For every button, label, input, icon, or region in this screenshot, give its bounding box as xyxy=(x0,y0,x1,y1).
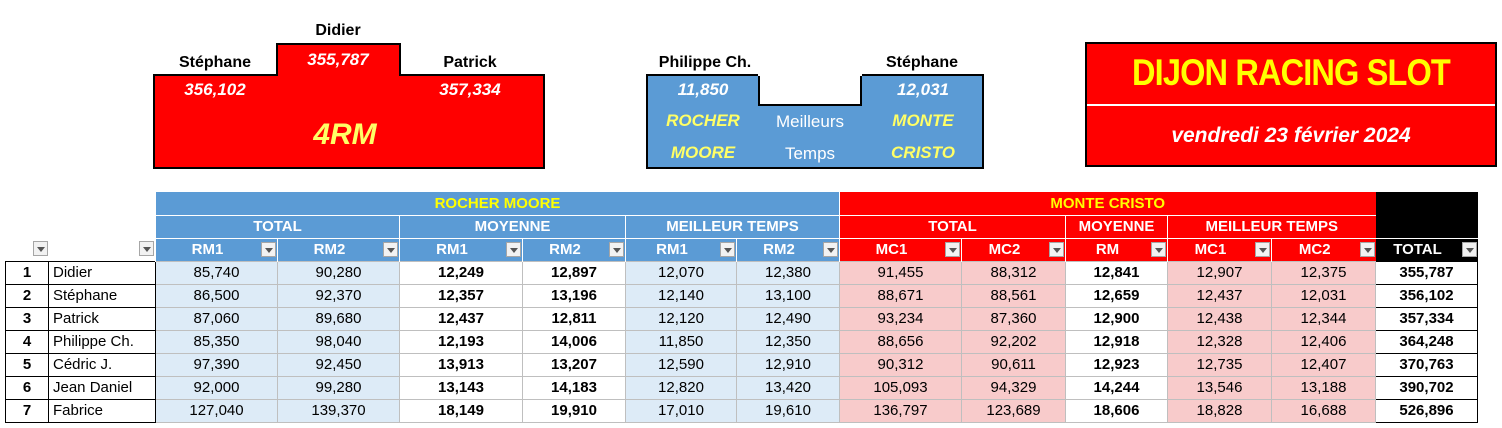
value-cell[interactable]: 12,380 xyxy=(737,261,840,284)
rank-cell[interactable]: 1 xyxy=(6,261,49,284)
value-cell[interactable]: 94,329 xyxy=(962,376,1066,399)
filter-dropdown-icon[interactable] xyxy=(33,241,48,256)
column-header-label: RM1 xyxy=(436,241,468,258)
sub-total-rm: TOTAL xyxy=(156,215,400,238)
value-cell[interactable]: 127,040 xyxy=(156,399,278,422)
value-cell[interactable]: 85,350 xyxy=(156,330,278,353)
podium-first-name: Didier xyxy=(315,22,361,39)
value-cell[interactable]: 11,850 xyxy=(626,330,737,353)
value-cell[interactable]: 12,357 xyxy=(400,284,523,307)
table-row xyxy=(6,284,1478,307)
column-header-rm2-3 xyxy=(523,238,626,261)
value-cell[interactable]: 12,407 xyxy=(1272,353,1376,376)
column-header-rm1-4 xyxy=(626,238,737,261)
value-cell[interactable]: 13,188 xyxy=(1272,376,1376,399)
best-left-name: Philippe Ch. xyxy=(658,54,752,71)
value-cell[interactable]: 12,897 xyxy=(523,261,626,284)
name-cell[interactable]: Philippe Ch. xyxy=(49,330,156,353)
value-cell[interactable]: 89,680 xyxy=(278,307,400,330)
value-cell[interactable]: 12,659 xyxy=(1066,284,1168,307)
name-cell[interactable]: Fabrice xyxy=(49,399,156,422)
value-cell[interactable]: 13,143 xyxy=(400,376,523,399)
podium-second-name: Stéphane xyxy=(178,54,251,71)
value-cell[interactable]: 98,040 xyxy=(278,330,400,353)
best-left-time: 11,850 xyxy=(677,80,729,99)
table-row xyxy=(6,376,1478,399)
name-cell[interactable]: Stéphane xyxy=(49,284,156,307)
value-cell[interactable]: 12,590 xyxy=(626,353,737,376)
total-header-top xyxy=(1376,192,1478,215)
best-left-track-1: ROCHER xyxy=(666,111,740,130)
value-cell[interactable]: 139,370 xyxy=(278,399,400,422)
column-header-label: MC2 xyxy=(1298,241,1331,258)
column-header-label: RM1 xyxy=(656,241,688,258)
column-header-rm1-0 xyxy=(156,238,278,261)
value-cell[interactable]: 12,070 xyxy=(626,261,737,284)
value-cell[interactable]: 12,350 xyxy=(737,330,840,353)
column-header-total-11 xyxy=(1376,238,1478,261)
table-row xyxy=(6,261,1478,284)
value-cell[interactable]: 12,140 xyxy=(626,284,737,307)
value-cell[interactable]: 12,437 xyxy=(400,307,523,330)
value-cell[interactable]: 92,370 xyxy=(278,284,400,307)
value-cell[interactable]: 85,740 xyxy=(156,261,278,284)
value-cell[interactable]: 14,244 xyxy=(1066,376,1168,399)
value-cell[interactable]: 364,248 xyxy=(1376,330,1478,353)
value-cell[interactable]: 12,907 xyxy=(1168,261,1272,284)
value-cell[interactable]: 87,360 xyxy=(962,307,1066,330)
value-cell[interactable]: 12,193 xyxy=(400,330,523,353)
value-cell[interactable]: 12,820 xyxy=(626,376,737,399)
value-cell[interactable]: 357,334 xyxy=(1376,307,1478,330)
value-cell[interactable]: 13,420 xyxy=(737,376,840,399)
value-cell[interactable]: 13,546 xyxy=(1168,376,1272,399)
value-cell[interactable]: 99,280 xyxy=(278,376,400,399)
value-cell[interactable]: 14,006 xyxy=(523,330,626,353)
value-cell[interactable]: 86,500 xyxy=(156,284,278,307)
value-cell[interactable]: 12,841 xyxy=(1066,261,1168,284)
rank-filter-cell xyxy=(6,238,49,261)
rank-cell[interactable]: 2 xyxy=(6,284,49,307)
value-cell[interactable]: 90,611 xyxy=(962,353,1066,376)
filter-dropdown-icon[interactable] xyxy=(1360,242,1375,257)
rank-cell[interactable]: 3 xyxy=(6,307,49,330)
column-header-label: MC1 xyxy=(875,241,908,258)
name-filter-cell xyxy=(49,238,156,261)
value-cell[interactable]: 12,344 xyxy=(1272,307,1376,330)
value-cell[interactable]: 526,896 xyxy=(1376,399,1478,422)
value-cell[interactable]: 97,390 xyxy=(156,353,278,376)
total-header-mid xyxy=(1376,215,1478,238)
filter-dropdown-icon[interactable] xyxy=(1049,242,1064,257)
best-right-time: 12,031 xyxy=(897,80,949,99)
filter-dropdown-icon[interactable] xyxy=(823,242,838,257)
best-right-track-1: MONTE xyxy=(892,111,954,130)
column-header-label: RM2 xyxy=(313,241,346,258)
sub-moyenne-rm: MOYENNE xyxy=(400,215,626,238)
value-cell[interactable]: 13,100 xyxy=(737,284,840,307)
column-header-mc2-10 xyxy=(1272,238,1376,261)
value-cell[interactable]: 17,010 xyxy=(626,399,737,422)
value-cell[interactable]: 92,202 xyxy=(962,330,1066,353)
column-header-rm2-1 xyxy=(278,238,400,261)
rank-cell[interactable]: 5 xyxy=(6,353,49,376)
value-cell[interactable]: 92,450 xyxy=(278,353,400,376)
column-header-mc1-6 xyxy=(840,238,962,261)
filter-dropdown-icon[interactable] xyxy=(139,241,154,256)
value-cell[interactable]: 91,455 xyxy=(840,261,962,284)
value-cell[interactable]: 12,120 xyxy=(626,307,737,330)
filter-dropdown-icon[interactable] xyxy=(506,242,521,257)
table-row xyxy=(6,353,1478,376)
value-cell[interactable]: 19,910 xyxy=(523,399,626,422)
value-cell[interactable]: 12,249 xyxy=(400,261,523,284)
value-cell[interactable]: 87,060 xyxy=(156,307,278,330)
filter-dropdown-icon[interactable] xyxy=(1151,242,1166,257)
value-cell[interactable]: 90,280 xyxy=(278,261,400,284)
value-cell[interactable]: 18,828 xyxy=(1168,399,1272,422)
column-header-label: TOTAL xyxy=(1393,241,1442,258)
value-cell[interactable]: 12,437 xyxy=(1168,284,1272,307)
event-title: DIJON RACING SLOT xyxy=(1132,52,1450,93)
rank-cell[interactable]: 6 xyxy=(6,376,49,399)
value-cell[interactable]: 356,102 xyxy=(1376,284,1478,307)
podium-second-score: 356,102 xyxy=(184,80,246,99)
podium-label: 4RM xyxy=(313,118,377,151)
filter-dropdown-icon[interactable] xyxy=(1462,242,1477,257)
podium-third-score: 357,334 xyxy=(439,80,501,99)
value-cell[interactable]: 12,375 xyxy=(1272,261,1376,284)
name-cell[interactable]: Jean Daniel xyxy=(49,376,156,399)
column-header-label: MC1 xyxy=(1194,241,1227,258)
filter-dropdown-icon[interactable] xyxy=(261,242,276,257)
value-cell[interactable]: 88,561 xyxy=(962,284,1066,307)
column-header-mc2-7 xyxy=(962,238,1066,261)
column-header-label: MC2 xyxy=(988,241,1021,258)
value-cell[interactable]: 12,735 xyxy=(1168,353,1272,376)
value-cell[interactable]: 93,234 xyxy=(840,307,962,330)
rank-cell[interactable]: 4 xyxy=(6,330,49,353)
column-header-mc1-9 xyxy=(1168,238,1272,261)
filter-dropdown-icon[interactable] xyxy=(1255,242,1270,257)
best-right-track-2: CRISTO xyxy=(891,143,955,162)
best-caption-1: Meilleurs xyxy=(775,112,845,131)
value-cell[interactable]: 88,656 xyxy=(840,330,962,353)
rank-cell[interactable]: 7 xyxy=(6,399,49,422)
value-cell[interactable]: 12,438 xyxy=(1168,307,1272,330)
best-left-track-2: MOORE xyxy=(670,143,736,162)
value-cell[interactable]: 12,811 xyxy=(523,307,626,330)
podium-third-name: Patrick xyxy=(443,54,497,71)
column-header-label: RM1 xyxy=(191,241,224,258)
table-row xyxy=(6,330,1478,353)
column-header-rm2-5 xyxy=(737,238,840,261)
group-monte-cristo: MONTE CRISTO xyxy=(840,192,1376,215)
name-cell[interactable]: Cédric J. xyxy=(49,353,156,376)
filter-dropdown-icon[interactable] xyxy=(609,242,624,257)
name-cell[interactable]: Patrick xyxy=(49,307,156,330)
sub-moyenne-mc: MOYENNE xyxy=(1066,215,1168,238)
value-cell[interactable]: 18,606 xyxy=(1066,399,1168,422)
value-cell[interactable]: 12,900 xyxy=(1066,307,1168,330)
column-header-rm-8 xyxy=(1066,238,1168,261)
value-cell[interactable]: 136,797 xyxy=(840,399,962,422)
value-cell[interactable]: 16,688 xyxy=(1272,399,1376,422)
value-cell[interactable]: 12,910 xyxy=(737,353,840,376)
name-cell[interactable]: Didier xyxy=(49,261,156,284)
sub-total-mc: TOTAL xyxy=(840,215,1066,238)
value-cell[interactable]: 105,093 xyxy=(840,376,962,399)
value-cell[interactable]: 370,763 xyxy=(1376,353,1478,376)
value-cell[interactable]: 13,196 xyxy=(523,284,626,307)
value-cell[interactable]: 12,918 xyxy=(1066,330,1168,353)
value-cell[interactable]: 18,149 xyxy=(400,399,523,422)
best-caption-2: Temps xyxy=(784,144,836,163)
value-cell[interactable]: 88,671 xyxy=(840,284,962,307)
value-cell[interactable]: 14,183 xyxy=(523,376,626,399)
value-cell[interactable]: 13,207 xyxy=(523,353,626,376)
best-right-name: Stéphane xyxy=(885,54,958,71)
group-rocher-moore: ROCHER MOORE xyxy=(156,192,840,215)
value-cell[interactable]: 12,406 xyxy=(1272,330,1376,353)
value-cell[interactable]: 12,490 xyxy=(737,307,840,330)
value-cell[interactable]: 123,689 xyxy=(962,399,1066,422)
value-cell[interactable]: 88,312 xyxy=(962,261,1066,284)
sub-best-rm: MEILLEUR TEMPS xyxy=(626,215,840,238)
value-cell[interactable]: 12,923 xyxy=(1066,353,1168,376)
value-cell[interactable]: 92,000 xyxy=(156,376,278,399)
filter-dropdown-icon[interactable] xyxy=(945,242,960,257)
column-header-label: RM2 xyxy=(549,241,581,258)
sub-best-mc: MEILLEUR TEMPS xyxy=(1168,215,1376,238)
column-header-label: RM2 xyxy=(763,241,795,258)
value-cell[interactable]: 12,328 xyxy=(1168,330,1272,353)
results-table xyxy=(5,192,1478,423)
filter-dropdown-icon[interactable] xyxy=(720,242,735,257)
column-header-rm1-2 xyxy=(400,238,523,261)
podium-first-score: 355,787 xyxy=(307,50,369,69)
event-date: vendredi 23 février 2024 xyxy=(1171,124,1411,147)
table-row xyxy=(6,307,1478,330)
filter-dropdown-icon[interactable] xyxy=(383,242,398,257)
value-cell[interactable]: 12,031 xyxy=(1272,284,1376,307)
value-cell[interactable]: 19,610 xyxy=(737,399,840,422)
column-header-label: RM xyxy=(1095,241,1120,258)
value-cell[interactable]: 13,913 xyxy=(400,353,523,376)
value-cell[interactable]: 90,312 xyxy=(840,353,962,376)
table-row xyxy=(6,399,1478,422)
value-cell[interactable]: 355,787 xyxy=(1376,261,1478,284)
value-cell[interactable]: 390,702 xyxy=(1376,376,1478,399)
